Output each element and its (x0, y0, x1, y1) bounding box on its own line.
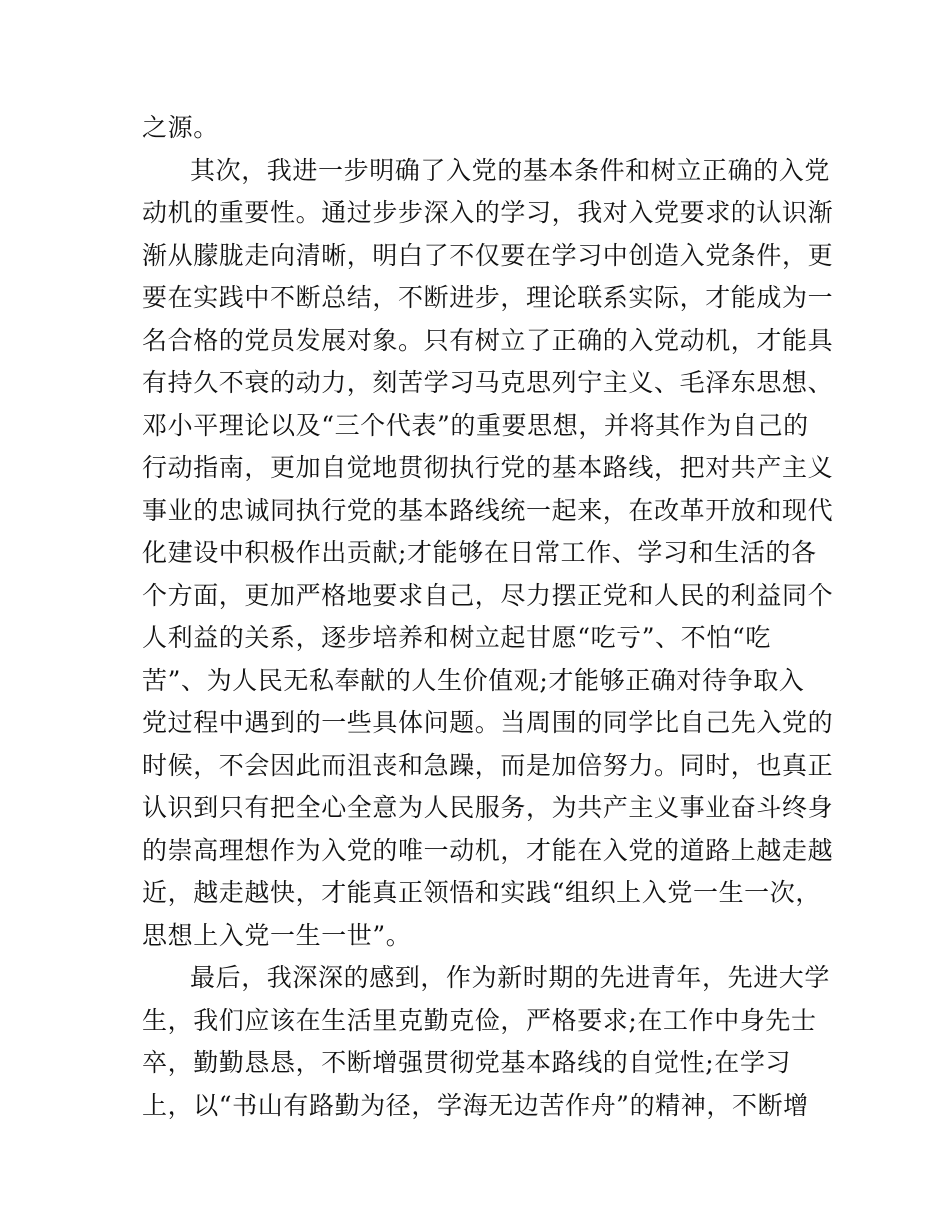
text-line: 有持久不衰的动力，刻苦学习马克思列宁主义、毛泽东思想、 (142, 368, 834, 397)
paragraph-first-line: 其次，我进一步明确了入党的基本条件和树立正确的入党 (190, 155, 831, 185)
text-line: 时候，不会因此而沮丧和急躁，而是加倍努力。同时，也真正 (142, 750, 834, 780)
text-line: 近，越走越快，才能真正领悟和实践“组织上入党一生一次， (142, 878, 821, 907)
text-line: 事业的忠诚同执行党的基本路线统一起来，在改革开放和现代 (142, 495, 834, 525)
body-text (142, 107, 834, 1127)
text-line: 生，我们应该在生活里克勤克俭，严格要求;在工作中身先士 (142, 1005, 817, 1035)
text-line: 认识到只有把全心全意为人民服务，为共产主义事业奋斗终身 (142, 793, 834, 822)
text-line: 人利益的关系，逐步培养和树立起甘愿“吃亏”、不怕“吃 (142, 623, 771, 652)
text-line: 行动指南，更加自觉地贯彻执行党的基本路线，把对共产主义 (142, 453, 834, 482)
text-line: 渐从朦胧走向清晰，明白了不仅要在学习中创造入党条件，更 (142, 240, 834, 270)
text-line: 卒，勤勤恳恳，不断增强贯彻党基本路线的自觉性;在学习 (142, 1048, 792, 1077)
text-line: 党过程中遇到的一些具体问题。当周围的同学比自己先入党的 (142, 708, 834, 737)
text-line: 的崇高理想作为入党的唯一动机，才能在入党的道路上越走越 (142, 835, 834, 865)
text-line: 个方面，更加严格地要求自己，尽力摆正党和人民的利益同个 (142, 580, 834, 610)
text-line: 要在实践中不断总结，不断进步，理论联系实际，才能成为一 (142, 283, 834, 312)
text-line: 思想上入党一生一世”。 (142, 920, 412, 950)
paragraph-first-line: 最后，我深深的感到，作为新时期的先进青年，先进大学 (190, 963, 831, 992)
text-line: 上，以“书山有路勤为径，学海无边苦作舟”的精神，不断增 (142, 1090, 809, 1120)
text-line: 邓小平理论以及“三个代表”的重要思想，并将其作为自己的 (142, 410, 809, 440)
text-line: 名合格的党员发展对象。只有树立了正确的入党动机，才能具 (142, 325, 834, 355)
text-line: 化建设中积极作出贡献;才能够在日常工作、学习和生活的各 (142, 538, 817, 567)
text-line: 动机的重要性。通过步步深入的学习，我对入党要求的认识渐 (142, 198, 834, 227)
text-line: 之源。 (142, 113, 219, 142)
text-line: 苦”、为人民无私奉献的人生价值观;才能够正确对待争取入 (142, 665, 805, 695)
